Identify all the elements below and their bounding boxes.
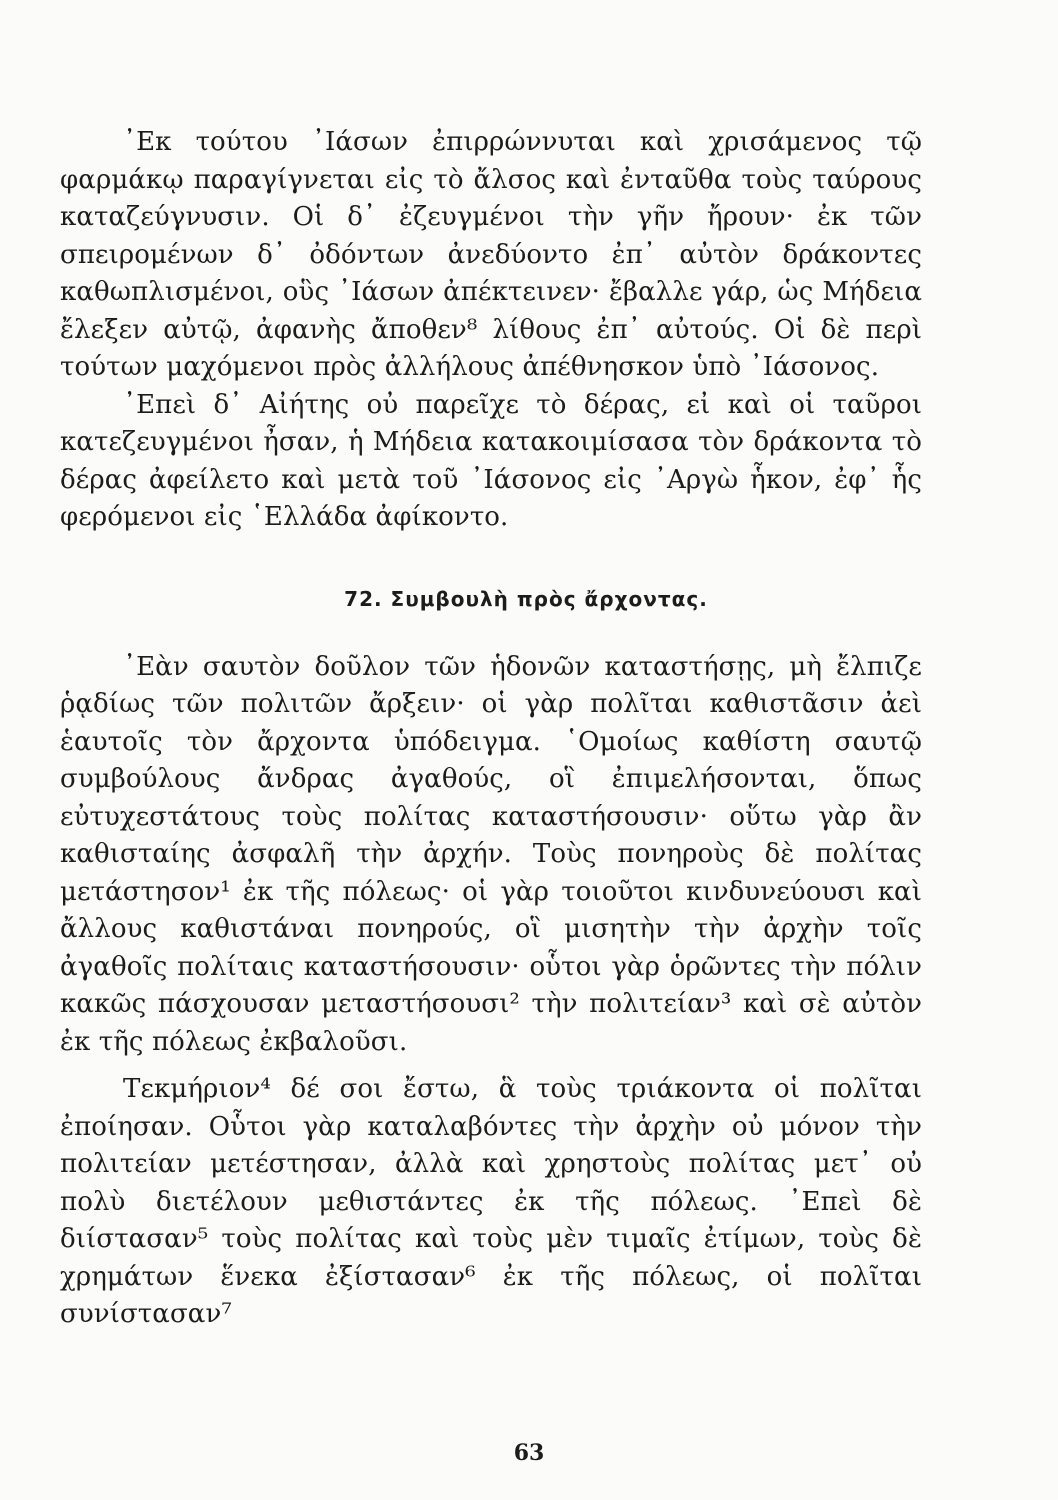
- page-number: 63: [513, 1440, 545, 1466]
- paragraph-advice-to-rulers: ᾿Εὰν σαυτὸν δοῦλον τῶν ἡδονῶν καταστήσῃς, μὴ ἔλπιζε ῥᾳδίως τῶν πολιτῶν ἄρξειν· οἱ γὰρ πολῖται καθιστᾶσιν ἀεὶ ἑαυτοῖς τὸν ἄρχοντα ὑπόδειγμα. ῾Ομοίως καθίστη σαυτῷ συμβούλους ἄνδρας ἀγαθούς, οἳ ἐπιμελήσονται, ὅπως εὐτυχεστάτους τοὺς πολίτας καταστήσουσιν· οὕτω γὰρ ἂν καθισταίης ἀσφαλῆ τὴν ἀρχήν. Τοὺς πονηροὺς δὲ πολίτας μετάστησον¹ ἐκ τῆς πόλεως· οἱ γὰρ τοιοῦτοι κινδυνεύουσι καὶ ἄλλους καθιστάναι πονηρούς, οἳ μισητὴν τὴν ἀρχὴν τοῖς ἀγαθοῖς πολίταις καταστήσουσιν· οὗτοι γὰρ ὁρῶντες τὴν πόλιν κακῶς πάσχουσαν μεταστήσουσι² τὴν πολιτείαν³ καὶ σὲ αὐτὸν ἐκ τῆς πόλεως ἐκβαλοῦσι.: [60, 651, 922, 1057]
- page-body: [60, 124, 922, 1334]
- paragraph-jason-yokes-bulls: ᾿Εκ τούτου ᾿Ιάσων ἐπιρρώννυται καὶ χρισάμενος τῷ φαρμάκῳ παραγίγνεται εἰς τὸ ἄλσος καὶ ἐνταῦθα τοὺς ταύρους καταζεύγνυσιν. Οἱ δ᾿ ἐζευγμένοι τὴν γῆν ἤρουν· ἐκ τῶν σπειρομένων δ᾿ ὀδόντων ἀνεδύοντο ἐπ᾿ αὐτὸν δράκοντες καθωπλισμένοι, οὓς ᾿Ιάσων ἀπέκτεινεν· ἔβαλλε γάρ, ὡς Μήδεια ἔλεξεν αὐτῷ, ἀφανὴς ἄποθεν⁸ λίθους ἐπ᾿ αὐτούς. Οἱ δὲ περὶ τούτων μαχόμενοι πρὸς ἀλλήλους ἀπέθνησκον ὑπὸ ᾿Ιάσονος.: [60, 127, 922, 382]
- paragraph-golden-fleece: ᾿Επεὶ δ᾿ Αἰήτης οὐ παρεῖχε τὸ δέρας, εἰ καὶ οἱ ταῦροι κατεζευγμένοι ἦσαν, ἡ Μήδεια κατακοιμίσασα τὸν δράκοντα τὸ δέρας ἀφείλετο καὶ μετὰ τοῦ ᾿Ιάσονος εἰς ᾿Αργὼ ἧκον, ἐφ᾿ ἧς φερόμενοι εἰς ῾Ελλάδα ἀφίκοντο.: [60, 389, 922, 532]
- section-heading: 72. Συμβουλὴ πρὸς ἄρχοντας.: [344, 586, 708, 611]
- paragraph-thirty-tyrants: Τεκμήριον⁴ δέ σοι ἔστω, ἃ τοὺς τριάκοντα οἱ πολῖται ἐποίησαν. Οὗτοι γὰρ καταλαβόντες τὴν ἀρχὴν οὐ μόνον τὴν πολιτείαν μετέστησαν, ἀλλὰ καὶ χρηστοὺς πολίτας μετ᾿ οὐ πολὺ διετέλουν μεθιστάντες ἐκ τῆς πόλεως. ᾿Επεὶ δὲ διίστασαν⁵ τοὺς πολίτας καὶ τοὺς μὲν τιμαῖς ἐτίμων, τοὺς δὲ χρημάτων ἕνεκα ἐξίστασαν⁶ ἐκ τῆς πόλεως, οἱ πολῖται συνίστασαν⁷: [60, 1074, 922, 1329]
